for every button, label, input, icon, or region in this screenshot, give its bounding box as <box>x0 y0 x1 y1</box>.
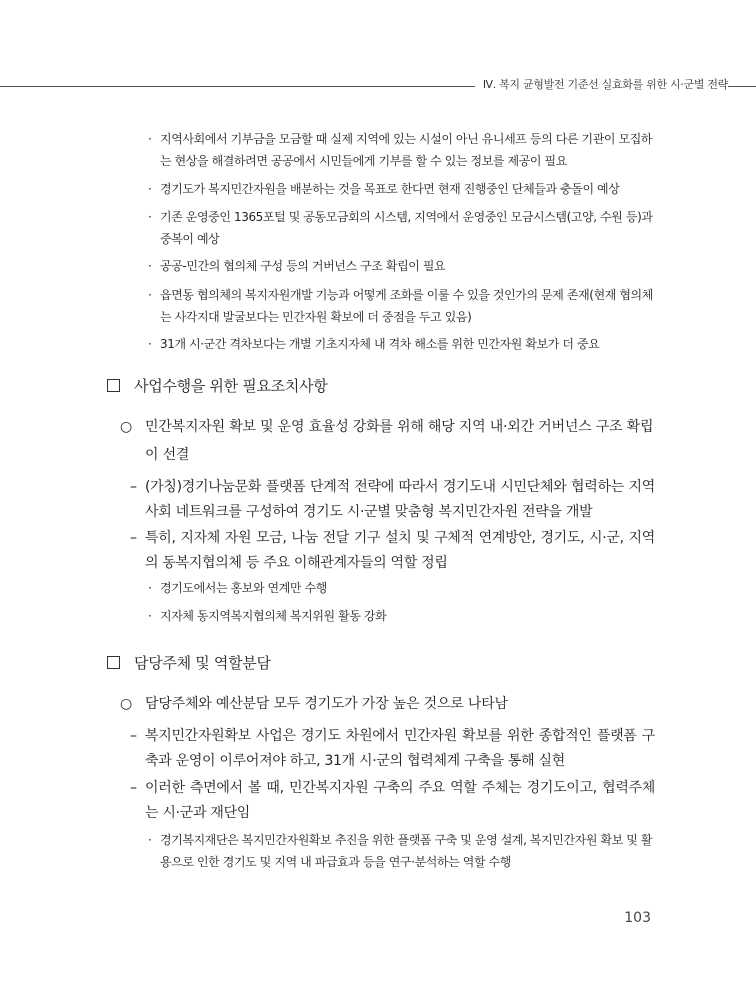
bullet-text: 31개 시·군간 격차보다는 개별 기초지자체 내 격차 해소를 위한 민간자원 확보가 더 중요 <box>160 337 600 351</box>
bullet-dot-icon: · <box>148 259 152 273</box>
circle-point <box>120 690 655 718</box>
circle-icon: ○ <box>120 696 133 712</box>
circle-point-text: 담당주체와 예산분담 모두 경기도가 가장 높은 것으로 나타남 <box>145 696 508 712</box>
bullet-dot-icon: · <box>148 833 152 847</box>
bullet-item <box>148 284 658 328</box>
bullet-dot-icon: · <box>148 288 152 302</box>
bullet-item <box>148 333 658 355</box>
square-box-icon <box>107 656 120 669</box>
bullet-text: 기존 운영중인 1365포털 및 공동모금회의 시스템, 지역에서 운영중인 모금시스템(고양, 수원 등)과 중복이 예상 <box>160 210 653 246</box>
bullet-dot-icon: · <box>148 182 152 196</box>
section-heading-required-actions <box>107 374 327 398</box>
dash-text: 이러한 측면에서 볼 때, 민간복지자원 구축의 주요 역할 주체는 경기도이고, 협력주체는 시·군과 재단임 <box>145 780 655 821</box>
dash-icon: – <box>130 530 137 546</box>
bullet-item <box>148 178 658 200</box>
bullet-dot-icon: · <box>148 337 152 351</box>
dash-icon: – <box>130 728 137 744</box>
dash-text: 특히, 지자체 자원 모금, 나눔 전달 기구 설치 및 구체적 연계방안, 경기도, 시·군, 지역의 동복지협의체 등 주요 이해관계자들의 역할 정립 <box>145 530 655 571</box>
running-header: Ⅳ. 복지 균형발전 기준선 실효화를 위한 시·군별 전략 <box>475 76 728 92</box>
section-title: 담당주체 및 역할분담 <box>134 654 271 672</box>
circle-point-text: 민간복지자원 확보 및 운영 효율성 강화를 위해 해당 지역 내·외간 거버넌스 구조 확립이 선결 <box>145 419 654 463</box>
dash-icon: – <box>130 479 137 495</box>
dash-item <box>130 724 655 774</box>
sub-bullet-text: 경기도에서는 홍보와 연계만 수행 <box>160 581 327 595</box>
sub-bullet-item <box>148 829 660 873</box>
bullet-text: 공공-민간의 협의체 구성 등의 거버넌스 구조 확립이 필요 <box>160 259 446 273</box>
bullet-text: 지역사회에서 기부금을 모금할 때 실제 지역에 있는 시설이 아닌 유니세프 등의 다른 기관이 모집하는 현상을 해결하려면 공공에서 시민들에게 기부를 할 수 있는 정보를 제공이 필요 <box>160 132 653 168</box>
section-heading-roles <box>107 651 271 675</box>
bullet-dot-icon: · <box>148 132 152 146</box>
bullet-item <box>148 255 658 277</box>
bullet-text: 읍면동 협의체의 복지자원개발 기능과 어떻게 조화를 이룰 수 있을 것인가의 문제 존재(현재 협의체는 사각지대 발굴보다는 민간자원 확보에 더 중점을 두고 있음) <box>160 288 653 324</box>
bullet-dot-icon: · <box>148 609 152 623</box>
dash-item <box>130 776 655 826</box>
square-box-icon <box>107 379 120 392</box>
page-number: 103 <box>624 910 651 926</box>
sub-bullet-item <box>148 577 658 599</box>
bullet-text: 경기도가 복지민간자원을 배분하는 것을 목표로 한다면 현재 진행중인 단체들과 충돌이 예상 <box>160 182 620 196</box>
bullet-dot-icon: · <box>148 581 152 595</box>
sub-bullet-text: 경기복지재단은 복지민간자원확보 추진을 위한 플랫폼 구축 및 운영 설계, 복지민간자원 확보 및 활용으로 인한 경기도 및 지역 내 파급효과 등을 연구·분석하는 역할 수행 <box>160 833 653 869</box>
section-title: 사업수행을 위한 필요조치사항 <box>134 377 328 395</box>
bullet-item <box>148 206 658 250</box>
sub-bullet-item <box>148 605 658 627</box>
circle-icon: ○ <box>120 419 133 435</box>
bullet-item <box>148 128 658 172</box>
dash-item <box>130 526 655 576</box>
bullet-dot-icon: · <box>148 210 152 224</box>
dash-item <box>130 475 655 525</box>
sub-bullet-text: 지자체 동지역복지협의체 복지위원 활동 강화 <box>160 609 387 623</box>
circle-point <box>120 413 655 469</box>
dash-icon: – <box>130 780 137 796</box>
dash-text: 복지민간자원확보 사업은 경기도 차원에서 민간자원 확보를 위한 종합적인 플랫폼 구축과 운영이 이루어져야 하고, 31개 시·군의 협력체계 구축을 통해 실현 <box>145 728 655 769</box>
dash-text: (가칭)경기나눔문화 플랫폼 단계적 전략에 따라서 경기도내 시민단체와 협력하는 지역사회 네트워크를 구성하여 경기도 시·군별 맞춤형 복지민간자원 전략을 개발 <box>145 479 655 520</box>
